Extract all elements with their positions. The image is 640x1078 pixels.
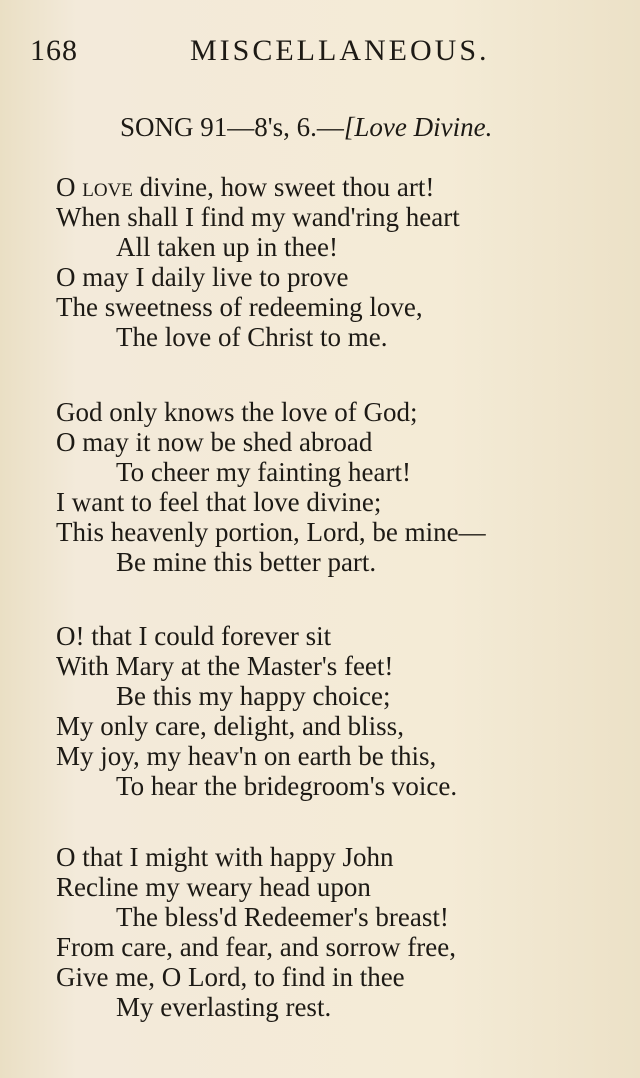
stanza-line: The bless'd Redeemer's breast!	[116, 902, 449, 932]
stanza-line: My joy, my heav'n on earth be this,	[56, 741, 437, 771]
stanza-line: O may it now be shed abroad	[56, 427, 373, 457]
stanza-line: God only knows the love of God;	[56, 397, 418, 427]
song-title	[120, 112, 492, 143]
running-head: MISCELLANEOUS.	[190, 34, 490, 67]
stanza-line: The sweetness of redeeming love,	[56, 292, 423, 322]
stanza-line: O that I might with happy John	[56, 842, 394, 872]
stanza-line: Be this my happy choice;	[116, 681, 391, 711]
stanza-line: This heavenly portion, Lord, be mine—	[56, 517, 486, 547]
stanza-line: To cheer my fainting heart!	[116, 457, 411, 487]
stanza-line: The love of Christ to me.	[116, 322, 388, 352]
stanza-line: With Mary at the Master's feet!	[56, 651, 394, 681]
page-number: 168	[30, 34, 78, 67]
stanza-line: All taken up in thee!	[116, 232, 338, 262]
stanza-line: My only care, delight, and bliss,	[56, 711, 404, 741]
stanza-line: To hear the bridegroom's voice.	[116, 771, 458, 801]
tune-name: [Love Divine.	[343, 112, 493, 142]
stanza-line: O! that I could forever sit	[56, 621, 332, 651]
stanza-line: From care, and fear, and sorrow free,	[56, 932, 456, 962]
stanza-line: Be mine this better part.	[116, 547, 377, 577]
stanza-line: O may I daily live to prove	[56, 262, 349, 292]
stanza-line: Give me, O Lord, to find in thee	[56, 962, 405, 992]
stanza-line: Recline my weary head upon	[56, 872, 371, 902]
stanza-line: My everlasting rest.	[116, 992, 332, 1022]
stanza-line: When shall I find my wand'ring heart	[56, 202, 460, 232]
song-number-meter: SONG 91—8's, 6.—	[120, 112, 344, 142]
stanza-line: O love divine, how sweet thou art!	[56, 172, 435, 202]
stanza-line: I want to feel that love divine;	[56, 487, 382, 517]
